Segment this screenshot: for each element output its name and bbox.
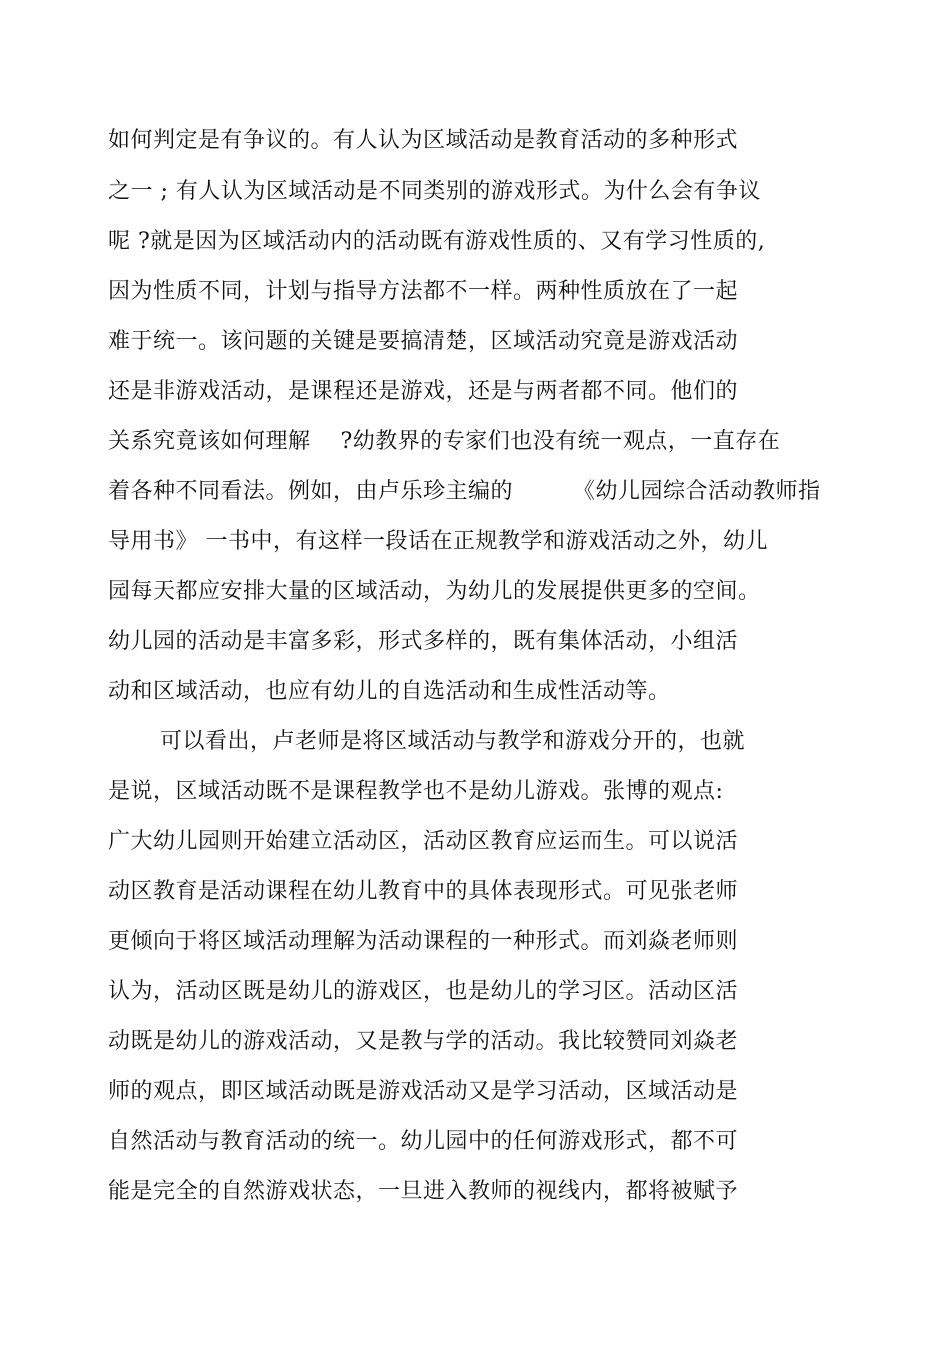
text-line: 还是非游戏活动，是课程还是游戏，还是与两者都不同。他们的 (108, 379, 739, 404)
text-line: 之一 ; 有人认为区域活动是不同类别的游戏形式。为什么会有争议 (108, 179, 761, 204)
text-line: 师的观点，即区域活动既是游戏活动又是学习活动，区域活动是 (108, 1079, 739, 1104)
text-line: 幼儿园的活动是丰富多彩，形式多样的，既有集体活动，小组活 (108, 629, 739, 654)
text-line: 因为性质不同，计划与指导方法都不一样。两种性质放在了一起 (108, 279, 739, 304)
text-line: 能是完全的自然游戏状态，一旦进入教师的视线内，都将被赋予 (108, 1179, 739, 1204)
text-line: 如何判定是有争议的。有人认为区域活动是教育活动的多种形式 (108, 128, 739, 153)
paragraph-first-line: 可以看出，卢老师是将区域活动与教学和游戏分开的，也就 (160, 729, 746, 754)
text-line: 园每天都应安排大量的区域活动，为幼儿的发展提供更多的空间。 (108, 579, 761, 604)
text-line: 动区教育是活动课程在幼儿教育中的具体表现形式。可见张老师 (108, 879, 739, 904)
text-line: 动和区域活动，也应有幼儿的自选活动和生成性活动等。 (108, 679, 671, 704)
text-line: 导用书》 一书中，有这样一段话在正规教学和游戏活动之外，幼儿 (108, 529, 768, 554)
text-line: 关系究竟该如何理解 ?幼教界的专家们也没有统一观点，一直存在 (108, 429, 781, 454)
text-line: 呢 ?就是因为区域活动内的活动既有游戏性质的、又有学习性质的, (108, 229, 766, 254)
text-line: 更倾向于将区域活动理解为活动课程的一种形式。而刘焱老师则 (108, 929, 739, 954)
text-line: 难于统一。该问题的关键是要搞清楚，区域活动究竟是游戏活动 (108, 329, 739, 354)
text-line: 自然活动与教育活动的统一。幼儿园中的任何游戏形式，都不可 (108, 1129, 739, 1154)
text-line: 是说，区域活动既不是课程教学也不是幼儿游戏。张博的观点: (108, 779, 724, 804)
text-line: 认为，活动区既是幼儿的游戏区，也是幼儿的学习区。活动区活 (108, 979, 739, 1004)
text-line: 广大幼儿园则开始建立活动区，活动区教育应运而生。可以说活 (108, 829, 739, 854)
text-line: 着各种不同看法。例如，由卢乐珍主编的 《幼儿园综合活动教师指 (108, 479, 821, 504)
text-line: 动既是幼儿的游戏活动，又是教与学的活动。我比较赞同刘焱老 (108, 1029, 739, 1054)
